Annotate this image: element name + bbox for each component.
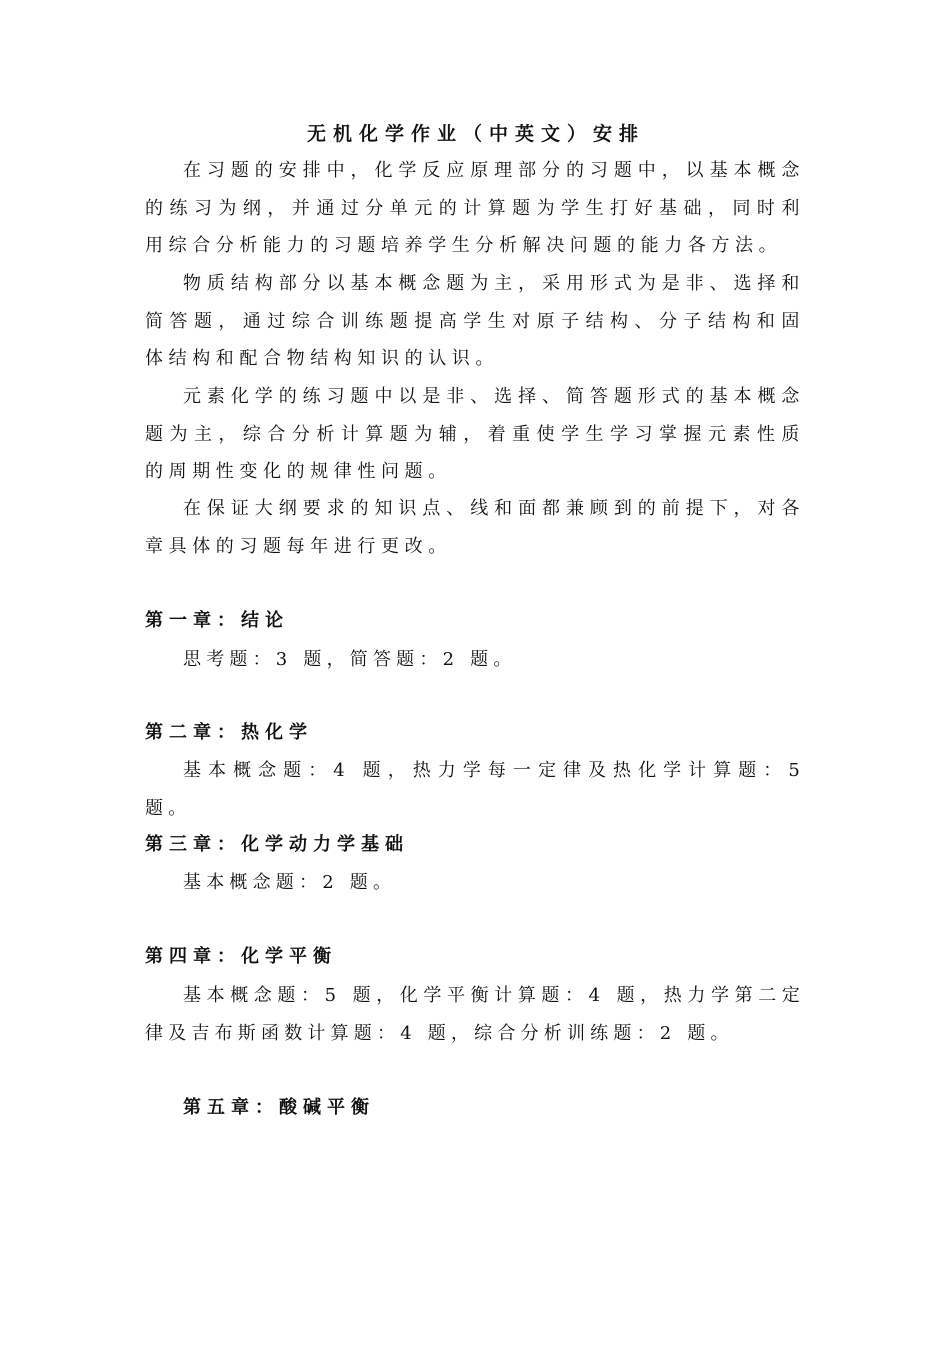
intro-paragraph-element-chemistry: 元素化学的练习题中以是非、选择、简答题形式的基本概念题为主，综合分析计算题为辅，着重使学生学习掌握元素性质的周期性变化的规律性问题。 xyxy=(145,386,805,482)
intro-paragraph-matter-structure: 物质结构部分以基本概念题为主，采用形式为是非、选择和简答题，通过综合训练题提高学生对原子结构、分子结构和固体结构和配合物结构知识的认识。 xyxy=(145,273,805,369)
chapter-1-body: 思考题：3 题，简答题：2 题。 xyxy=(183,649,517,670)
chapter-3-heading: 第三章：化学动力学基础 xyxy=(145,834,409,855)
intro-paragraph-reaction-principles: 在习题的安排中，化学反应原理部分的习题中，以基本概念的练习为纲，并通过分单元的计算题为学生打好基础，同时利用综合分析能力的习题培养学生分析解决问题的能力各方法。 xyxy=(145,160,805,256)
chapter-2-heading: 第二章：热化学 xyxy=(145,722,313,743)
chapter-4-body: 基本概念题：5 题，化学平衡计算题：4 题，热力学第二定律及吉布斯函数计算题：4 题，综合分析训练题：2 题。 xyxy=(145,985,805,1044)
intro-paragraph-syllabus-note: 在保证大纲要求的知识点、线和面都兼顾到的前提下，对各章具体的习题每年进行更改。 xyxy=(145,498,805,557)
chapter-1-heading: 第一章：结论 xyxy=(145,610,289,631)
chapter-5-heading: 第五章：酸碱平衡 xyxy=(183,1097,375,1118)
chapter-4-heading: 第四章：化学平衡 xyxy=(145,946,337,967)
chapter-3-body: 基本概念题：2 题。 xyxy=(183,872,397,893)
chapter-2-body: 基本概念题：4 题，热力学每一定律及热化学计算题：5 题。 xyxy=(145,760,805,819)
document-title: 无机化学作业（中英文）安排 xyxy=(306,123,645,145)
